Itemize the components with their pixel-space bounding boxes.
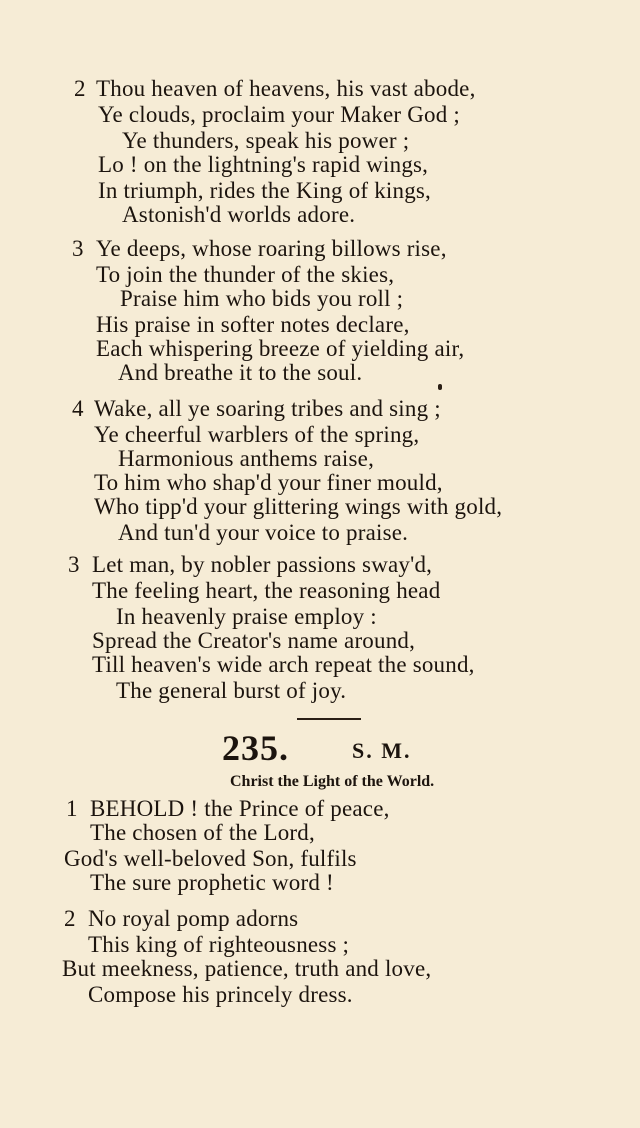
- verse-line: Lo ! on the lightning's rapid wings,: [98, 152, 429, 177]
- verse-line: Astonish'd worlds adore.: [122, 202, 356, 227]
- verse-line: Spread the Creator's name around,: [92, 628, 416, 653]
- verse-line: In heavenly praise employ :: [116, 604, 377, 629]
- verse-line: Compose his princely dress.: [88, 982, 353, 1007]
- verse-line: Wake, all ye soaring tribes and sing ;: [94, 396, 441, 421]
- verse-line: Thou heaven of heavens, his vast abode,: [96, 76, 476, 101]
- verse-line: To join the thunder of the skies,: [96, 262, 395, 287]
- stanza-number: 4: [72, 396, 84, 421]
- verse-line: To him who shap'd your finer mould,: [94, 470, 443, 495]
- verse-line: God's well-beloved Son, fulfils: [64, 846, 357, 871]
- verse-line: Who tipp'd your glittering wings with gold,: [94, 494, 503, 519]
- verse-line: The feeling heart, the reasoning head: [92, 578, 441, 603]
- verse-line: Ye cheerful warblers of the spring,: [94, 422, 420, 447]
- verse-line: But meekness, patience, truth and love,: [62, 956, 432, 981]
- verse-line: The general burst of joy.: [116, 678, 347, 703]
- hymn-number: 235.: [222, 728, 289, 768]
- verse-line: No royal pomp adorns: [88, 906, 299, 931]
- stanza-number: 2: [64, 906, 76, 931]
- verse-line: Harmonious anthems raise,: [118, 446, 375, 471]
- stanza-number: 3: [72, 236, 84, 261]
- section-divider: [297, 718, 361, 720]
- stanza-number: 3: [68, 552, 80, 577]
- verse-line: BEHOLD ! the Prince of peace,: [90, 796, 390, 821]
- verse-line: Till heaven's wide arch repeat the sound,: [92, 652, 475, 677]
- verse-line: The sure prophetic word !: [90, 870, 334, 895]
- verse-line: Praise him who bids you roll ;: [120, 286, 404, 311]
- verse-line: The chosen of the Lord,: [90, 820, 315, 845]
- verse-line: Let man, by nobler passions sway'd,: [92, 552, 433, 577]
- hymn-meter: S. M.: [352, 738, 412, 763]
- verse-line: Each whispering breeze of yielding air,: [96, 336, 465, 361]
- verse-line: This king of righteousness ;: [88, 932, 350, 957]
- verse-line: And tun'd your voice to praise.: [118, 520, 409, 545]
- hymn-title: Christ the Light of the World.: [230, 773, 435, 790]
- verse-line: Ye deeps, whose roaring billows rise,: [96, 236, 447, 261]
- verse-line: Ye thunders, speak his power ;: [122, 128, 410, 153]
- stanza-number: 1: [66, 796, 78, 821]
- ink-speck: [438, 384, 442, 390]
- verse-line: In triumph, rides the King of kings,: [98, 178, 431, 203]
- verse-line: And breathe it to the soul.: [118, 360, 363, 385]
- verse-line: Ye clouds, proclaim your Maker God ;: [98, 102, 460, 127]
- verse-line: His praise in softer notes declare,: [96, 312, 410, 337]
- stanza-number: 2: [74, 76, 86, 101]
